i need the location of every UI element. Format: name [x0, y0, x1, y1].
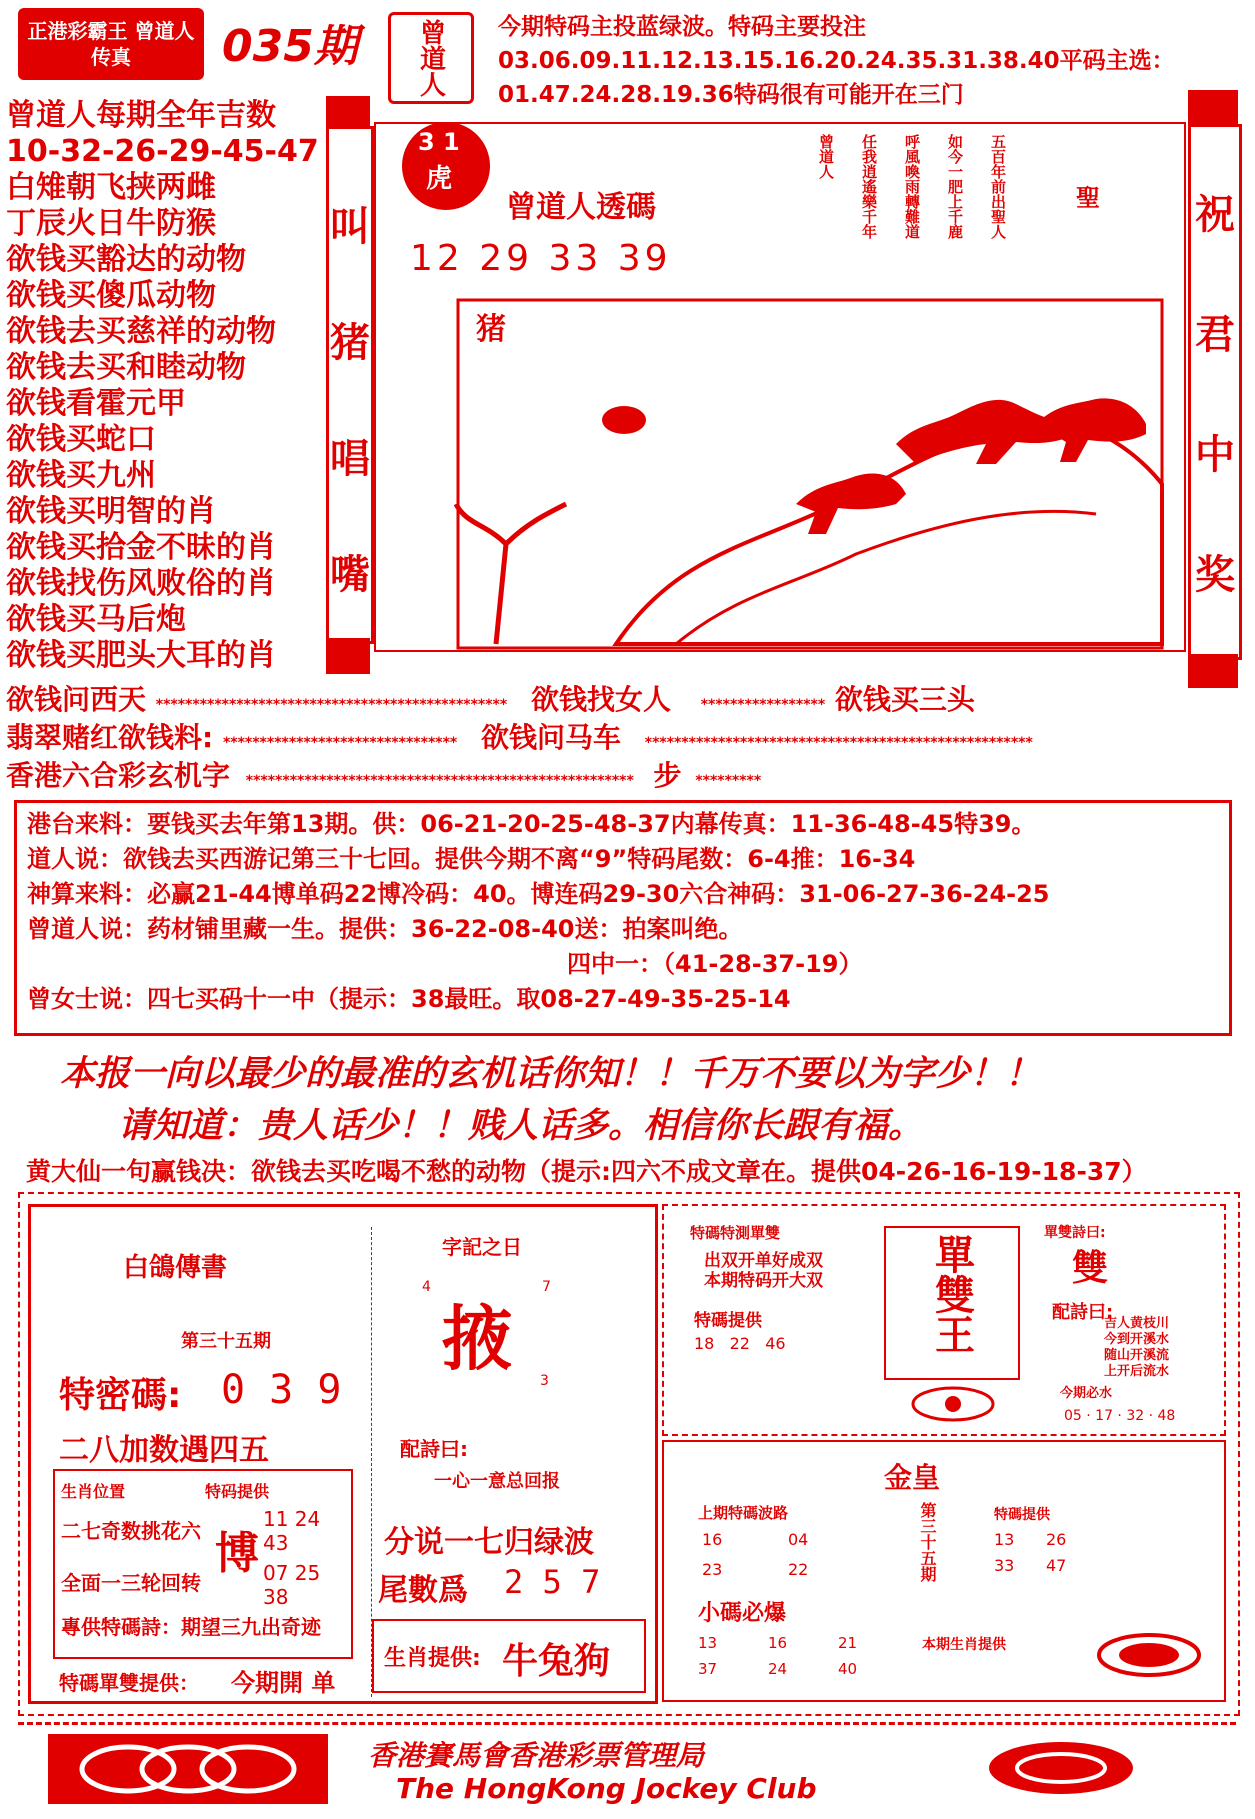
left-line: 丁辰火日牛防猴 — [6, 206, 216, 241]
riddle-text: 欲钱找女人 — [530, 683, 671, 716]
panel-left-poem: 專供特碼詩：期望三九出奇迹 — [61, 1615, 321, 1639]
riddle-stars: ***************************************************** — [644, 735, 1033, 751]
left-scroll — [326, 126, 374, 644]
left-line: 欲钱去买和睦动物 — [6, 350, 246, 385]
poem-line: 五百年前出聖人 — [989, 134, 1007, 239]
panel-rt-nums-2: 05 · 17 · 32 · 48 — [1064, 1408, 1176, 1424]
panel-rb-small-num: 21 — [838, 1634, 858, 1652]
riddle-stars: ************************************************ — [155, 697, 508, 713]
single-double-king — [884, 1226, 1020, 1380]
riddle-stars: ***************** — [700, 697, 826, 713]
panel-rb-num: 13 — [994, 1530, 1015, 1549]
left-line: 欲钱看霍元甲 — [6, 386, 186, 421]
poem-line: 曾道人 — [817, 134, 835, 179]
special-code-label: 特密碼: — [59, 1375, 182, 1416]
painting-hills — [676, 511, 1096, 644]
panel-rt-provide: 特碼提供 — [694, 1311, 762, 1331]
panel-left-phrase: 二八加数遇四五 — [59, 1433, 269, 1468]
poem-line: 任我逍遙樂千年 — [860, 134, 878, 239]
panel-rt-big-char: 雙 — [1072, 1248, 1109, 1289]
tail-label: 尾數爲 — [378, 1573, 468, 1608]
panel-center-num: 7 — [542, 1279, 551, 1295]
poem-line: 呼風喚雨轉難道 — [903, 134, 921, 239]
footer-right-emblem-icon — [986, 1740, 1136, 1796]
left-line: 欲钱买蛇口 — [6, 422, 156, 457]
panel-rb-num: 23 — [702, 1560, 723, 1579]
right-scroll-char: 中 — [1195, 432, 1235, 478]
info-line: 曾女士说：四七买码十一中（提示：38最旺。取08-27-49-35-25-14 — [27, 985, 791, 1013]
special-code-digits: 0 3 9 — [221, 1367, 342, 1413]
riddle-stars: ***************************************************** — [245, 773, 634, 789]
panel-rb-num: 16 — [702, 1530, 723, 1549]
panel-left-big-char: 博 — [215, 1528, 259, 1579]
side-label: 生肖位置 — [61, 1482, 126, 1501]
panel-left — [28, 1204, 658, 1704]
painting-horse — [796, 473, 906, 534]
panel-rt-label-b: 單雙詩曰: — [1044, 1225, 1106, 1241]
panel-rb-num: 33 — [994, 1556, 1015, 1575]
wong-tai-sin-line: 黄大仙一句赢钱决：欲钱去买吃喝不愁的动物（提示:四六不成文章在。提供04-26-16-19-18-37） — [26, 1157, 1147, 1186]
left-line: 欲钱去买慈祥的动物 — [6, 314, 276, 349]
header-seal — [388, 12, 474, 104]
flower-ornament-icon — [908, 1384, 998, 1424]
left-line: 欲钱买傻瓜动物 — [6, 278, 216, 313]
right-scroll-char: 祝 — [1195, 192, 1235, 238]
panel-rt-note: 今期必水 — [1060, 1386, 1113, 1401]
riddle-stars: ********* — [695, 773, 762, 789]
panel-center-num: 4 — [422, 1279, 431, 1295]
right-scroll-rod-top — [1188, 90, 1238, 124]
painting-badge-zodiac: 虎 — [426, 164, 453, 194]
painting-tree — [456, 504, 566, 644]
panel-rt-line: 出双开单好成双 — [704, 1251, 823, 1271]
panel-rb-small-num: 16 — [768, 1634, 788, 1652]
painting-numbers: 12 29 33 39 — [410, 238, 672, 279]
panel-rb-title: 金皇 — [884, 1461, 941, 1494]
panel-rb-small-num: 40 — [838, 1660, 858, 1678]
left-line: 白雉朝飞挟两雌 — [6, 170, 216, 205]
right-scroll-char: 君 — [1195, 312, 1235, 358]
left-line: 欲钱买明智的肖 — [6, 494, 216, 529]
single-double-value: 今期開 单 — [231, 1669, 336, 1697]
painting-pig-label: 猪 — [476, 312, 506, 347]
left-scroll-rod-top — [326, 96, 370, 126]
zodiac-label: 生肖提供: — [384, 1646, 481, 1671]
panel-rb-num: 26 — [1046, 1530, 1067, 1549]
left-line: 欲钱买豁达的动物 — [6, 242, 246, 277]
seal-text: 曾道人 — [415, 19, 446, 97]
side-label-2: 特码提供 — [205, 1482, 270, 1501]
left-line: 欲钱找伤风败俗的肖 — [6, 566, 276, 601]
left-scroll-char: 叫 — [330, 204, 370, 250]
painting-title: 曾道人透碼 — [506, 190, 656, 225]
footer-org: 香港賽馬會香港彩票管理局 — [368, 1739, 705, 1772]
panel-left-issue: 第三十五期 — [181, 1331, 271, 1352]
panel-left-title: 白鴿傳書 — [123, 1253, 228, 1283]
panel-rt-poem: 上开后流水 — [1104, 1364, 1170, 1379]
riddle-stars: ******************************** — [222, 735, 458, 751]
panel-center — [371, 1227, 648, 1697]
painting-inner-frame — [458, 300, 1162, 648]
riddle-text: 欲钱买三头 — [834, 683, 975, 716]
painting-sun — [602, 406, 646, 434]
panel-rt-nums: 18 22 46 — [694, 1334, 786, 1353]
panel-rb-issue: 第三十五期 — [918, 1502, 937, 1582]
poem-line: 如今一肥上千鹿 — [946, 134, 964, 239]
footer-org-en: The HongKong Jockey Club — [396, 1772, 817, 1805]
panel-left-line: 二七奇数挑花六 — [61, 1519, 201, 1543]
painting-badge-number: 3 1 — [418, 128, 460, 156]
panel-center-poem-label: 配詩曰: — [400, 1437, 468, 1461]
left-line: 欲钱买九州 — [6, 458, 156, 493]
panel-rt-poem-label: 配詩曰: — [1052, 1302, 1114, 1323]
info-line: 道人说：欲钱去买西游记第三十七回。提供今期不离“9”特码尾数：6-4推：16-34 — [27, 845, 916, 873]
single-double-label: 特碼單雙提供： — [59, 1671, 199, 1695]
riddle-text: 欲钱问马车 — [480, 721, 621, 754]
footer-rule — [18, 1722, 1236, 1725]
info-line: 神算来料：必赢21-44博单码22博冷码：40。博连码29-30六合神码：31-06-27-36-24-25 — [27, 880, 1050, 908]
right-scroll — [1188, 124, 1242, 660]
left-scroll-rod-bottom — [326, 638, 370, 674]
panel-rb-zodiac-label: 本期生肖提供 — [922, 1637, 1006, 1653]
painting-mountain — [616, 424, 1162, 644]
panel-rt-poem: 今到开溪水 — [1104, 1332, 1170, 1347]
header-logo — [18, 8, 204, 80]
slogan-line: 请知道：贵人话少！！贱人话多。相信你长跟有福。 — [118, 1105, 924, 1146]
panel-center-wave: 分说一七归绿波 — [384, 1525, 594, 1560]
left-scroll-char: 嘴 — [330, 552, 370, 598]
zodiac-value: 牛兔狗 — [502, 1641, 611, 1682]
left-line: 欲钱买拾金不昧的肖 — [6, 530, 276, 565]
panel-left-line: 全面一三轮回转 — [61, 1571, 201, 1595]
footer-left-emblem-icon — [48, 1734, 328, 1804]
panel-center-zodiac — [372, 1619, 646, 1693]
left-line: 10-32-26-29-45-47 — [6, 134, 319, 169]
panel-left-grid — [53, 1469, 353, 1659]
panel-right-bottom — [662, 1440, 1226, 1702]
riddle-text: 欲钱问西天 — [6, 683, 147, 716]
single-double-king-text: 單雙王 — [928, 1234, 975, 1354]
panel-rb-num: 22 — [788, 1560, 809, 1579]
left-line: 曾道人每期全年吉数 — [6, 98, 276, 133]
riddle-text: 香港六合彩玄机字 — [6, 759, 231, 792]
left-column — [6, 98, 326, 674]
riddle-row — [6, 716, 1236, 752]
riddle-text: 步 — [653, 759, 682, 792]
painting-poem-side: 聖 — [1076, 184, 1100, 212]
left-scroll-char: 猪 — [330, 320, 370, 366]
panel-rt-line: 本期特码开大双 — [704, 1271, 823, 1291]
grid-row: 07 25 38 — [263, 1561, 321, 1609]
left-line: 欲钱买肥头大耳的肖 — [6, 638, 276, 673]
right-scroll-char: 奖 — [1195, 552, 1235, 598]
panel-rb-small-num: 37 — [698, 1660, 718, 1678]
panel-rt-poem: 吉人黄枝川 — [1104, 1316, 1170, 1331]
riddle-text: 翡翠赌红欲钱料: — [6, 721, 214, 754]
panel-rb-num: 47 — [1046, 1556, 1067, 1575]
issue-number: 035期 — [222, 21, 358, 72]
panel-center-num: 3 — [540, 1373, 549, 1389]
left-scroll-char: 唱 — [330, 436, 370, 482]
riddle-row — [6, 754, 1236, 790]
tail-value: 2 5 7 — [504, 1563, 601, 1601]
painting-poem — [816, 134, 1009, 294]
painting-frame — [374, 122, 1186, 652]
panel-right-top — [662, 1204, 1226, 1436]
info-box — [14, 800, 1232, 1036]
header-notice: 今期特码主投蓝绿波。特码主要投注03.06.09.11.12.13.15.16.20.24.35.31.38.40平码主选：01.47.24.28.19.36特码很有可能开在三门 — [498, 14, 1175, 108]
panel-center-title: 字記之日 — [442, 1235, 522, 1259]
logo-text: 正港彩霸王 曾道人传真 — [27, 19, 195, 69]
painting-horse — [896, 400, 1076, 464]
panel-rb-num: 04 — [788, 1530, 809, 1549]
panel-rb-small-label: 小碼必爆 — [698, 1601, 787, 1626]
panel-rt-poem: 随山开溪流 — [1104, 1348, 1170, 1363]
grid-row: 11 24 43 — [263, 1507, 321, 1555]
panel-rb-small-num: 24 — [768, 1660, 788, 1678]
slogan-line: 本报一向以最少的最准的玄机话你知！！千万不要以为字少！！ — [60, 1053, 1041, 1094]
panel-center-big-char: 掖 — [442, 1297, 512, 1380]
info-line: 四中一：（41-28-37-19） — [567, 950, 863, 978]
riddle-row — [6, 678, 1236, 714]
panel-center-poem: 一心一意总回报 — [434, 1471, 560, 1492]
left-line: 欲钱买马后炮 — [6, 602, 186, 637]
info-line: 曾道人说：药材铺里藏一生。提供：36-22-08-40送：拍案叫绝。 — [27, 915, 743, 943]
painting-illustration — [376, 124, 1184, 650]
jockey-club-seal-icon — [1094, 1630, 1204, 1680]
panel-rb-small-num: 13 — [698, 1634, 718, 1652]
info-line: 港台来料：要钱买去年第13期。供：06-21-20-25-48-37内幕传真：11-36-48-45特39。 — [27, 810, 1036, 838]
panel-rt-label: 特碼特測單雙 — [690, 1224, 781, 1242]
panel-rb-provide: 特碼提供 — [994, 1507, 1050, 1523]
panel-rb-label: 上期特碼波路 — [698, 1504, 789, 1522]
